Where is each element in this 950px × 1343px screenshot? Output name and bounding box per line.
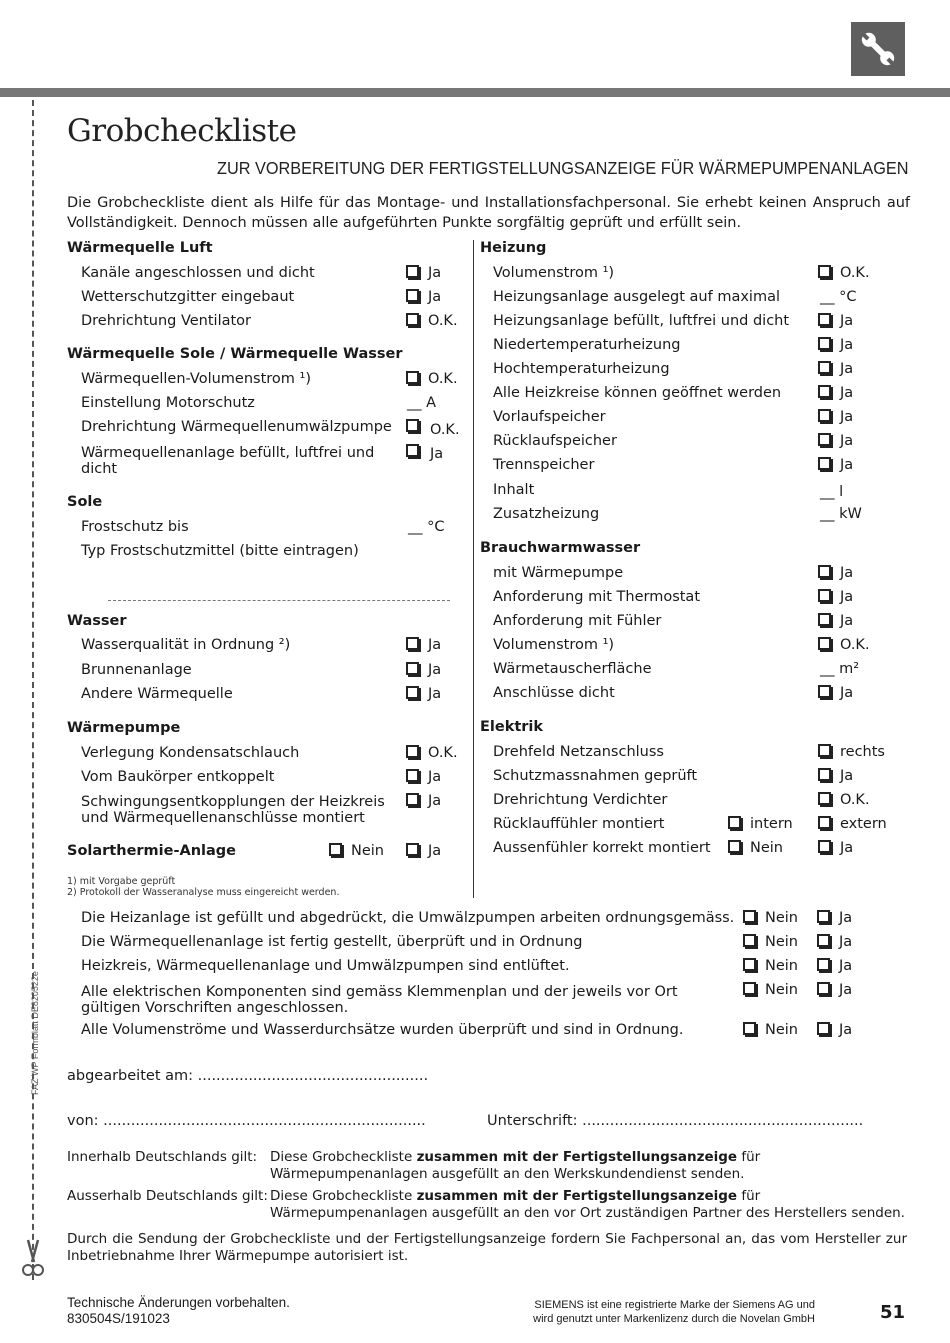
note-text-part: für Wärmepumpenanlagen ausgefüllt an den Werkskundendienst senden. <box>270 1149 761 1182</box>
checkbox[interactable] <box>329 843 342 856</box>
checkbox[interactable] <box>406 745 419 758</box>
option-label: Nein <box>765 982 798 998</box>
page-title: Grobcheckliste <box>67 113 297 149</box>
section-title: Elektrik <box>480 719 544 735</box>
note-text <box>270 1188 907 1222</box>
option-label: Nein <box>765 910 798 926</box>
footer-code: 830504S/191023 <box>67 1311 170 1326</box>
checkbox[interactable] <box>406 265 419 278</box>
option-label: Nein <box>765 958 798 974</box>
checkbox[interactable] <box>743 958 756 971</box>
checkbox[interactable] <box>818 457 831 470</box>
note-text-part: für Wärmepumpenanlagen ausgefüllt an den vor Ort zuständigen Partner des Herstellers senden. <box>270 1188 905 1221</box>
option-label: O.K. <box>840 792 870 808</box>
checkbox[interactable] <box>818 337 831 350</box>
checkbox[interactable] <box>818 385 831 398</box>
check-label: Volumenstrom ¹) <box>493 637 615 653</box>
check-label: Wärmequellen-Volumenstrom ¹) <box>81 371 311 387</box>
check-label: Anforderung mit Fühler <box>493 613 662 629</box>
checkbox[interactable] <box>406 637 419 650</box>
check-label: Volumenstrom ¹) <box>493 265 615 281</box>
check-label: Verlegung Kondensatschlauch <box>81 745 300 761</box>
option-label: rechts <box>840 744 885 760</box>
section-title: Wärmequelle Luft <box>67 240 213 256</box>
check-label: Frostschutz bis <box>81 519 189 535</box>
check-label: Kanäle angeschlossen und dicht <box>81 265 315 281</box>
form-code: FAZ WP Formblatt DE820522e <box>30 971 40 1095</box>
cut-line <box>32 100 34 1280</box>
footer-tech: Technische Änderungen vorbehalten. <box>67 1295 290 1310</box>
note-text-bold: zusammen mit der Fertigstellungsanzeige <box>416 1188 738 1204</box>
footnote: 2) Protokoll der Wasseranalyse muss eingereicht werden. <box>67 887 340 898</box>
checkbox[interactable] <box>406 419 419 432</box>
option-label: O.K. <box>428 745 458 761</box>
checkbox[interactable] <box>818 409 831 422</box>
checkbox[interactable] <box>818 565 831 578</box>
checkbox[interactable] <box>818 589 831 602</box>
checkbox[interactable] <box>818 637 831 650</box>
check-label: Einstellung Motorschutz <box>81 395 255 411</box>
option-label: O.K. <box>840 637 870 653</box>
option-label: Ja <box>840 589 854 605</box>
checkbox[interactable] <box>406 793 419 806</box>
checkbox[interactable] <box>743 1022 756 1035</box>
checkbox[interactable] <box>406 662 419 675</box>
footer-brand <box>480 1298 815 1326</box>
section-title: Wärmepumpe <box>67 720 181 736</box>
option-label: Ja <box>840 565 854 581</box>
check-label: Heizungsanlage ausgelegt auf maximal <box>493 289 780 305</box>
option-label: O.K. <box>428 371 458 387</box>
check-label: Andere Wärmequelle <box>81 686 233 702</box>
checkbox[interactable] <box>818 685 831 698</box>
section-title: Solarthermie-Anlage <box>67 843 236 859</box>
option-label: Ja <box>428 769 442 785</box>
check-label: Inhalt <box>493 482 535 498</box>
footer-brand-line: SIEMENS ist eine registrierte Marke der Siemens AG und <box>534 1299 815 1311</box>
check-label: Heizungsanlage befüllt, luftfrei und dicht <box>493 313 790 329</box>
checkbox[interactable] <box>818 768 831 781</box>
checkbox[interactable] <box>817 1022 830 1035</box>
check-label: Aussenfühler korrekt montiert <box>493 840 711 856</box>
section-title: Heizung <box>480 240 547 256</box>
scissors-icon <box>20 1238 46 1280</box>
check-label: Rücklauffühler montiert <box>493 816 665 832</box>
value-blank[interactable]: __ A <box>407 395 437 411</box>
check-label: Wasserqualität in Ordnung ²) <box>81 637 291 653</box>
option-label: Ja <box>840 613 854 629</box>
confirm-label: Alle elektrischen Komponenten sind gemäss Klemmenplan und der jeweils vor Ort gültigen Vorschriften angeschlossen. <box>81 984 678 1016</box>
option-label: O.K. <box>840 265 870 281</box>
note-text-part: Diese Grobcheckliste <box>270 1149 417 1165</box>
checkbox[interactable] <box>818 840 831 853</box>
signature-field[interactable]: Unterschrift: ............................................................. <box>487 1113 864 1129</box>
fill-in-line <box>108 600 450 601</box>
confirm-label: Die Wärmequellenanlage ist fertig gestellt, überprüft und in Ordnung <box>81 934 583 950</box>
option-label: Ja <box>428 662 442 678</box>
name-field[interactable]: von: ...................................................................... <box>67 1113 426 1129</box>
checkbox[interactable] <box>818 265 831 278</box>
option-label: Ja <box>428 637 442 653</box>
checkbox[interactable] <box>406 444 419 457</box>
check-label: Wärmequellenanlage befüllt, luftfrei und dicht <box>81 445 375 477</box>
option-label: Ja <box>430 446 444 462</box>
check-label: Vom Baukörper entkoppelt <box>81 769 275 785</box>
confirm-label: Heizkreis, Wärmequellenanlage und Umwälzpumpen sind entlüftet. <box>81 958 570 974</box>
option-label: Nein <box>351 843 384 859</box>
page-subtitle: ZUR VORBEREITUNG DER FERTIGSTELLUNGSANZEIGE FÜR WÄRMEPUMPENANLAGEN <box>217 158 909 178</box>
check-label: Vorlaufspeicher <box>493 409 606 425</box>
footer-brand-line: wird genutzt unter Markenlizenz durch die Novelan GmbH <box>533 1313 815 1325</box>
checkbox[interactable] <box>818 816 831 829</box>
column-divider <box>473 240 474 898</box>
closing-text: Durch die Sendung der Grobcheckliste und der Fertigstellungsanzeige fordern Sie Fachpersonal an, das vom Hersteller zur Inbetriebnahme Ihrer Wärmepumpe autorisiert ist. <box>67 1231 907 1264</box>
wrench-icon <box>851 22 905 76</box>
confirm-label: Alle Volumenströme und Wasserdurchsätze wurden überprüft und sind in Ordnung. <box>81 1022 684 1038</box>
checkbox[interactable] <box>743 934 756 947</box>
checkbox[interactable] <box>817 910 830 923</box>
check-label: Schwingungsentkopplungen der Heizkreis und Wärmequellenanschlüsse montiert <box>81 794 385 826</box>
checkbox[interactable] <box>406 843 419 856</box>
check-label: Alle Heizkreise können geöffnet werden <box>493 385 782 401</box>
checkbox[interactable] <box>817 934 830 947</box>
note-text-part: Diese Grobcheckliste <box>270 1188 417 1204</box>
value-blank[interactable]: __ m² <box>820 661 860 677</box>
option-label: Ja <box>840 337 854 353</box>
check-label: Anschlüsse dicht <box>493 685 615 701</box>
option-label: Ja <box>839 910 853 926</box>
section-title: Wärmequelle Sole / Wärmequelle Wasser <box>67 346 403 362</box>
value-blank[interactable]: __ kW <box>820 506 862 522</box>
section-title: Brauchwarmwasser <box>480 540 641 556</box>
note-label: Innerhalb Deutschlands gilt: <box>67 1149 258 1165</box>
checkbox[interactable] <box>406 686 419 699</box>
option-label: intern <box>750 816 793 832</box>
value-blank[interactable]: __ °C <box>408 519 445 535</box>
check-label: Trennspeicher <box>493 457 595 473</box>
check-label: Drehfeld Netzanschluss <box>493 744 664 760</box>
option-label: Ja <box>840 433 854 449</box>
checkbox[interactable] <box>818 744 831 757</box>
option-label: Ja <box>840 409 854 425</box>
checkbox[interactable] <box>728 816 741 829</box>
check-label: Brunnenanlage <box>81 662 192 678</box>
option-label: Ja <box>840 685 854 701</box>
note-text <box>270 1149 907 1183</box>
checkbox[interactable] <box>818 792 831 805</box>
option-label: O.K. <box>430 422 460 438</box>
check-label: Schutzmassnahmen geprüft <box>493 768 698 784</box>
check-label: Rücklaufspeicher <box>493 433 617 449</box>
option-label: Ja <box>839 934 853 950</box>
checkbox[interactable] <box>818 613 831 626</box>
option-label: Ja <box>840 313 854 329</box>
checkbox[interactable] <box>406 289 419 302</box>
check-label: Drehrichtung Verdichter <box>493 792 668 808</box>
value-blank[interactable]: __ °C <box>820 289 857 305</box>
check-label: Hochtemperaturheizung <box>493 361 670 377</box>
option-label: Ja <box>428 843 442 859</box>
option-label: Ja <box>840 457 854 473</box>
checkbox[interactable] <box>817 958 830 971</box>
checkbox[interactable] <box>406 769 419 782</box>
option-label: Ja <box>428 265 442 281</box>
footnote: 1) mit Vorgabe geprüft <box>67 876 176 887</box>
option-label: Ja <box>839 1022 853 1038</box>
note-label: Ausserhalb Deutschlands gilt: <box>67 1188 268 1204</box>
note-text-bold: zusammen mit der Fertigstellungsanzeige <box>416 1149 738 1165</box>
option-label: Nein <box>750 840 783 856</box>
option-label: Ja <box>840 385 854 401</box>
check-label: Niedertemperaturheizung <box>493 337 681 353</box>
check-label: Wärmetauscherfläche <box>493 661 652 677</box>
checkbox[interactable] <box>406 313 419 326</box>
option-label: Ja <box>839 958 853 974</box>
top-bar <box>0 88 950 97</box>
option-label: extern <box>840 816 887 832</box>
checkbox[interactable] <box>728 840 741 853</box>
option-label: Ja <box>428 793 442 809</box>
checkbox[interactable] <box>818 433 831 446</box>
check-label: Drehrichtung Ventilator <box>81 313 251 329</box>
section-title: Sole <box>67 494 103 510</box>
option-label: Ja <box>839 982 853 998</box>
value-blank[interactable]: __ l <box>820 484 844 500</box>
check-label: Drehrichtung Wärmequellenumwälzpumpe <box>81 419 392 435</box>
option-label: Nein <box>765 1022 798 1038</box>
option-label: Ja <box>428 289 442 305</box>
checkbox[interactable] <box>818 313 831 326</box>
page-number: 51 <box>880 1302 906 1323</box>
confirm-label: Die Heizanlage ist gefüllt und abgedrückt, die Umwälzpumpen arbeiten ordnungsgemäss. <box>81 910 735 926</box>
date-field[interactable]: abgearbeitet am: .................................................. <box>67 1068 429 1084</box>
check-label: Wetterschutzgitter eingebaut <box>81 289 295 305</box>
check-label: Typ Frostschutzmittel (bitte eintragen) <box>81 543 359 559</box>
checkbox[interactable] <box>743 982 756 995</box>
check-label: Zusatzheizung <box>493 506 600 522</box>
option-label: O.K. <box>428 313 458 329</box>
intro-text: Die Grobcheckliste dient als Hilfe für das Montage- und Installationsfachpersonal. Sie erhebt keinen Anspruch auf Vollständigkeit. Dennoch müssen alle aufgeführten Punkte sorgfältig geprüft und erfüllt sein. <box>67 195 910 231</box>
checkbox[interactable] <box>743 910 756 923</box>
wrench-icon-box <box>851 22 905 76</box>
option-label: Ja <box>428 686 442 702</box>
checkbox[interactable] <box>406 371 419 384</box>
checkbox[interactable] <box>818 361 831 374</box>
option-label: Ja <box>840 361 854 377</box>
option-label: Nein <box>765 934 798 950</box>
option-label: Ja <box>840 768 854 784</box>
section-title: Wasser <box>67 613 127 629</box>
check-label: Anforderung mit Thermostat <box>493 589 701 605</box>
check-label: mit Wärmepumpe <box>493 565 624 581</box>
checkbox[interactable] <box>817 982 830 995</box>
option-label: Ja <box>840 840 854 856</box>
